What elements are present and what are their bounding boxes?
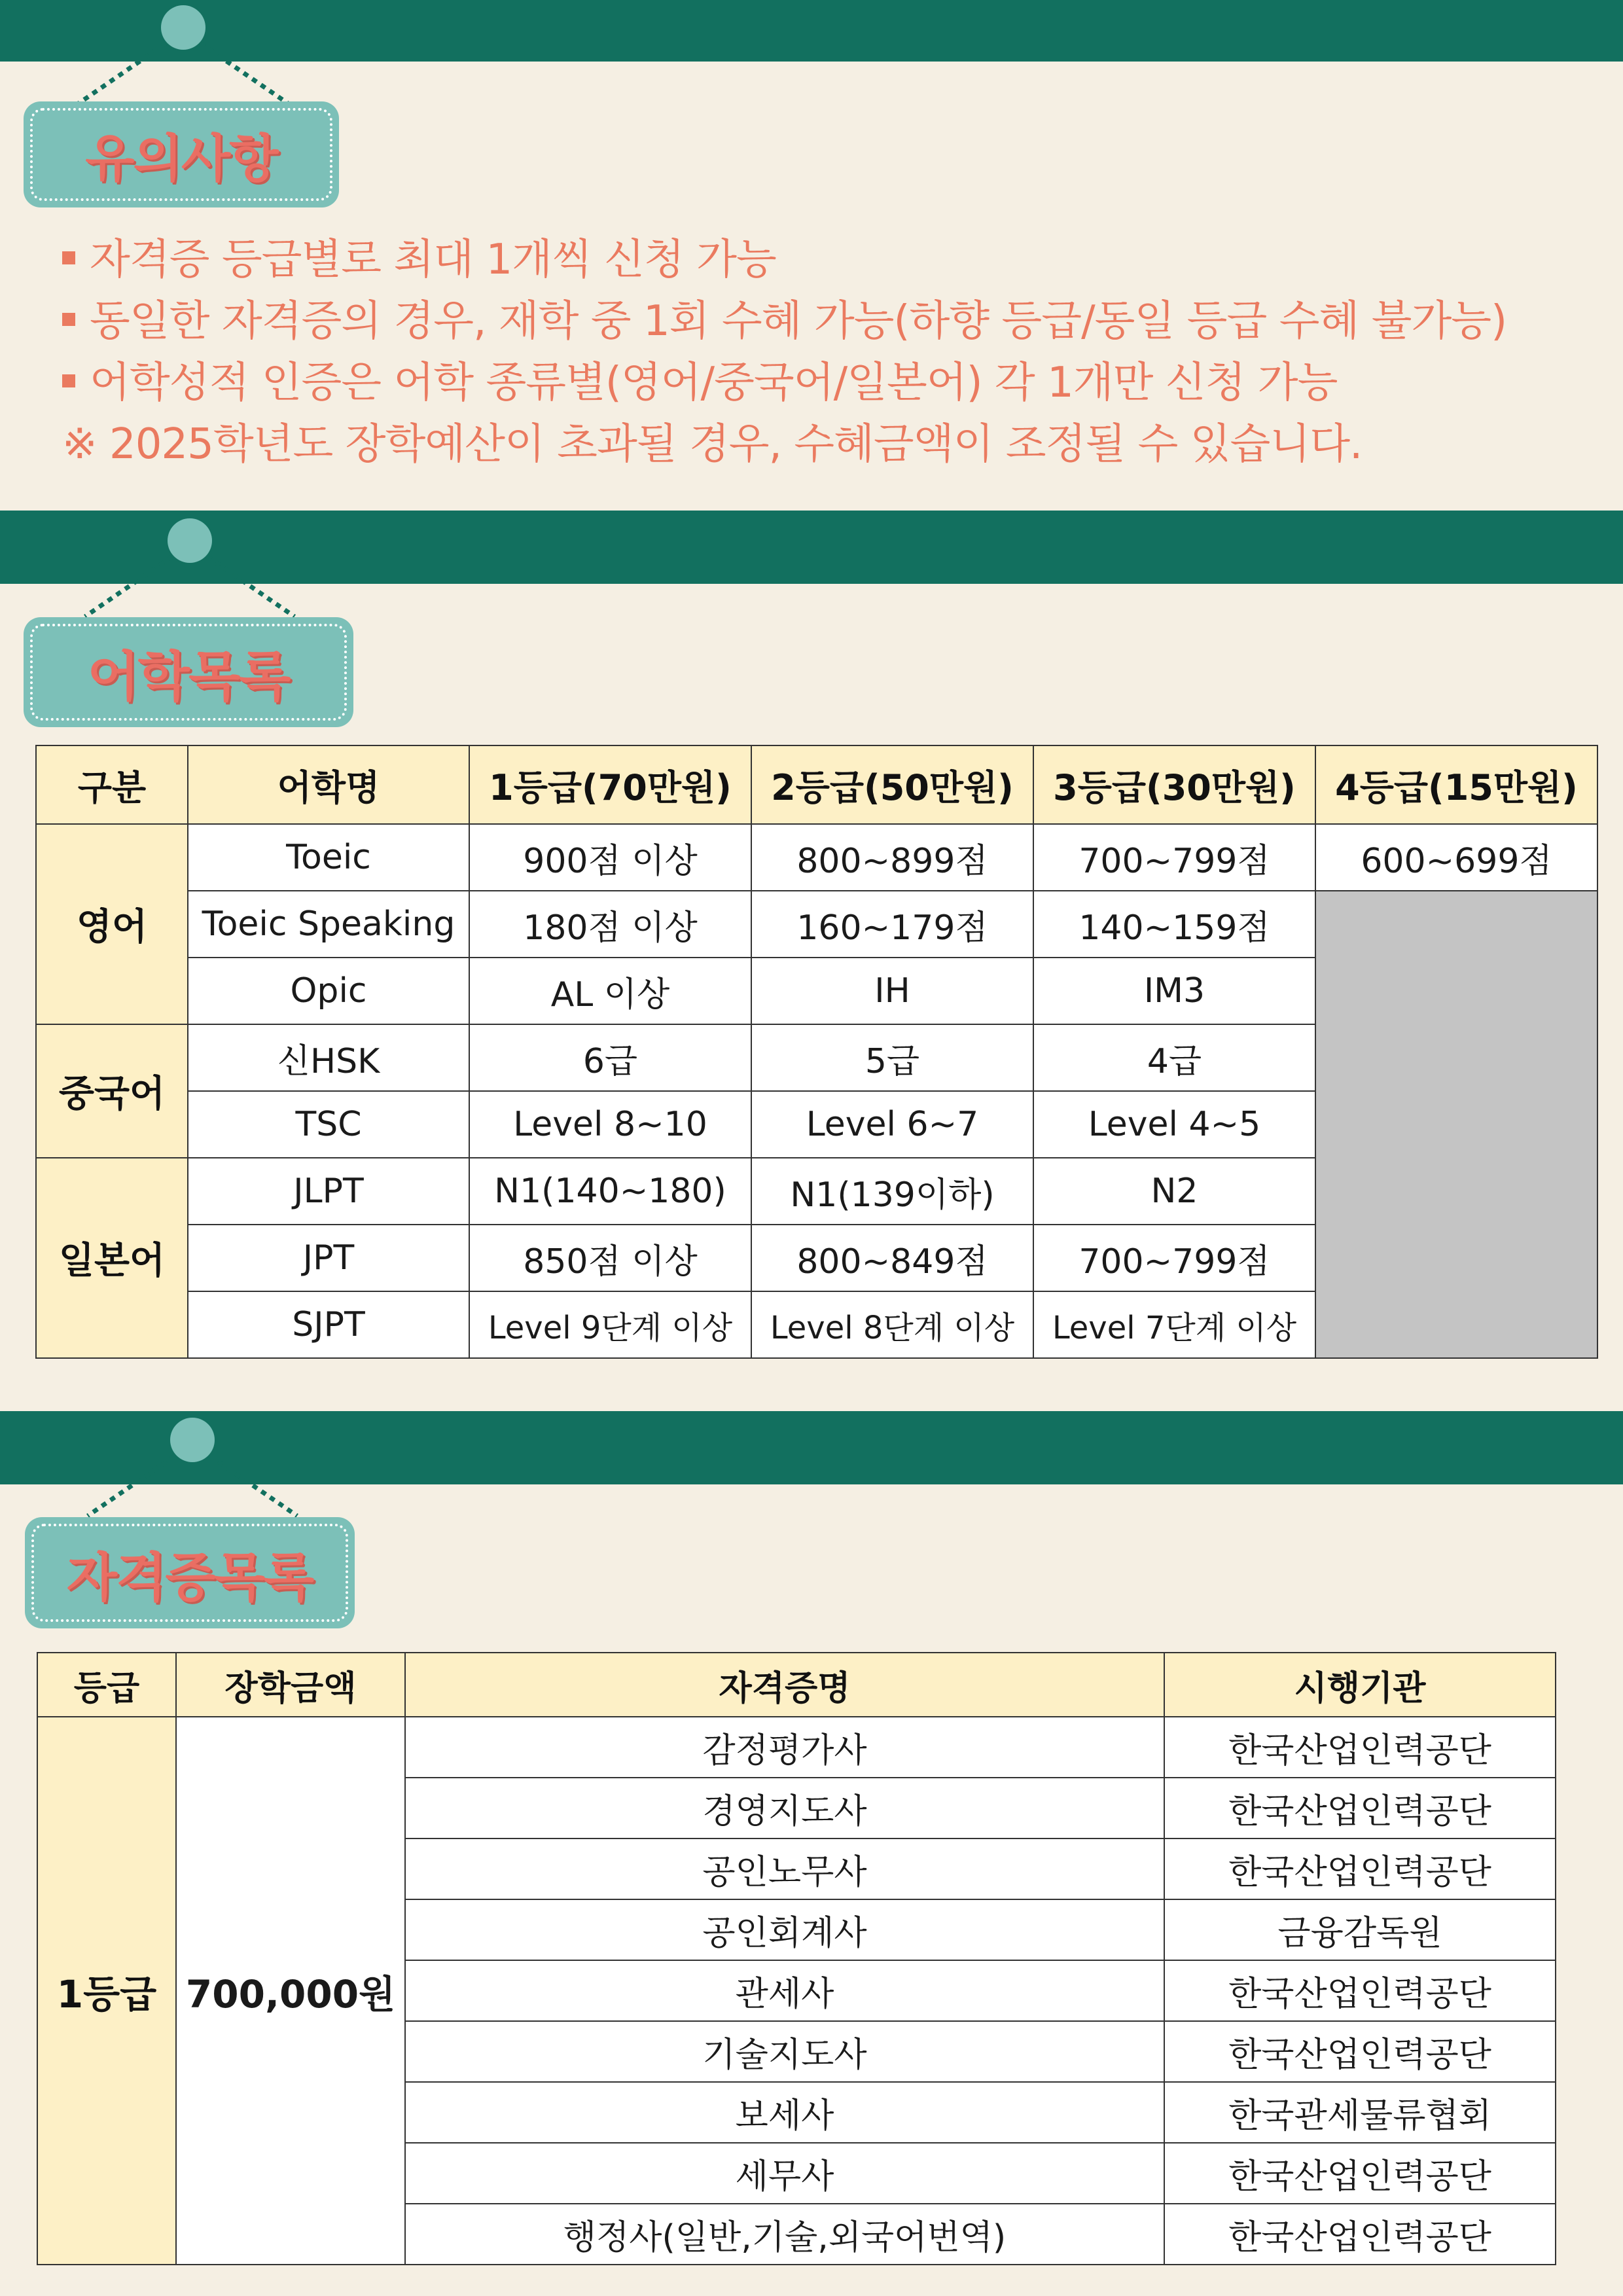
hanger-language xyxy=(72,518,308,623)
grade-1-cell: N1(140~180) xyxy=(469,1158,751,1225)
grade-4-empty-cell xyxy=(1315,891,1597,1358)
category-english: 영어 xyxy=(36,824,188,1024)
table-header-row xyxy=(37,1653,1556,1717)
license-name: 관세사 xyxy=(405,1960,1164,2021)
license-name: 기술지도사 xyxy=(405,2021,1164,2082)
test-name: Opic xyxy=(188,958,469,1024)
test-name: Toeic xyxy=(188,824,469,891)
language-table xyxy=(35,745,1598,1359)
category-japanese: 일본어 xyxy=(36,1158,188,1358)
organization: 한국산업인력공단 xyxy=(1164,1778,1556,1839)
header-organization: 시행기관 xyxy=(1164,1653,1556,1717)
test-name: SJPT xyxy=(188,1291,469,1358)
organization: 금융감독원 xyxy=(1164,1899,1556,1960)
grade-cell: 1등급 xyxy=(37,1717,176,2265)
grade-1-cell: 6급 xyxy=(469,1024,751,1091)
section-title-language: 어학목록 xyxy=(87,645,290,708)
test-name: 신HSK xyxy=(188,1024,469,1091)
license-name: 공인회계사 xyxy=(405,1899,1164,1960)
test-name: JPT xyxy=(188,1225,469,1291)
notice-list xyxy=(62,229,1507,475)
header-grade: 등급 xyxy=(37,1653,176,1717)
grade-1-cell: 900점 이상 xyxy=(469,824,751,891)
table-row xyxy=(37,1717,1556,1778)
grade-2-cell: 800~899점 xyxy=(751,824,1033,891)
grade-3-cell: 700~799점 xyxy=(1033,1225,1315,1291)
grade-3-cell: Level 4~5 xyxy=(1033,1091,1315,1158)
organization: 한국산업인력공단 xyxy=(1164,1839,1556,1899)
header-grade-1: 1등급(70만원) xyxy=(469,745,751,824)
grade-3-cell: 700~799점 xyxy=(1033,824,1315,891)
grade-3-cell: 4급 xyxy=(1033,1024,1315,1091)
bullet-icon xyxy=(62,313,75,326)
license-table xyxy=(37,1652,1556,2265)
table-header-row xyxy=(36,745,1597,824)
header-test-name: 어학명 xyxy=(188,745,469,824)
grade-1-cell: 850점 이상 xyxy=(469,1225,751,1291)
sign-language xyxy=(24,617,353,727)
grade-3-cell: 140~159점 xyxy=(1033,891,1315,958)
grade-1-cell: Level 9단계 이상 xyxy=(469,1291,751,1358)
section-title-notice: 유의사항 xyxy=(85,130,277,188)
section-title-license: 자격증목록 xyxy=(66,1547,313,1608)
organization: 한국관세물류협회 xyxy=(1164,2082,1556,2143)
header-grade-4: 4등급(15만원) xyxy=(1315,745,1597,824)
test-name: TSC xyxy=(188,1091,469,1158)
notice-footnote: ※ 2025학년도 장학예산이 초과될 경우, 수혜금액이 조정될 수 있습니다. xyxy=(62,420,1363,469)
header-grade-2: 2등급(50만원) xyxy=(751,745,1033,824)
amount-cell: 700,000원 xyxy=(176,1717,405,2265)
notice-item: 어학성적 인증은 어학 종류별(영어/중국어/일본어) 각 1개만 신청 가능 xyxy=(62,352,1507,414)
license-name: 보세사 xyxy=(405,2082,1164,2143)
license-name: 공인노무사 xyxy=(405,1839,1164,1899)
license-name: 경영지도사 xyxy=(405,1778,1164,1839)
sign-notice xyxy=(24,101,339,207)
test-name: JLPT xyxy=(188,1158,469,1225)
grade-1-cell: Level 8~10 xyxy=(469,1091,751,1158)
header-category: 구분 xyxy=(36,745,188,824)
grade-2-cell: Level 8단계 이상 xyxy=(751,1291,1033,1358)
grade-1-cell: AL 이상 xyxy=(469,958,751,1024)
grade-2-cell: N1(139이하) xyxy=(751,1158,1033,1225)
hanger-string-icon xyxy=(72,518,308,623)
grade-3-cell: Level 7단계 이상 xyxy=(1033,1291,1315,1358)
grade-2-cell: 5급 xyxy=(751,1024,1033,1091)
header-amount: 장학금액 xyxy=(176,1653,405,1717)
grade-2-cell: 160~179점 xyxy=(751,891,1033,958)
license-name: 세무사 xyxy=(405,2143,1164,2204)
header-grade-3: 3등급(30만원) xyxy=(1033,745,1315,824)
grade-2-cell: 800~849점 xyxy=(751,1225,1033,1291)
grade-1-cell: 180점 이상 xyxy=(469,891,751,958)
test-name: Toeic Speaking xyxy=(188,891,469,958)
license-name: 행정사(일반,기술,외국어번역) xyxy=(405,2204,1164,2265)
hanger-string-icon xyxy=(75,1418,310,1522)
bullet-icon xyxy=(62,374,75,387)
hanger-notice xyxy=(65,5,301,110)
organization: 한국산업인력공단 xyxy=(1164,2143,1556,2204)
sign-license xyxy=(25,1517,355,1628)
grade-3-cell: IM3 xyxy=(1033,958,1315,1024)
license-name: 감정평가사 xyxy=(405,1717,1164,1778)
grade-2-cell: Level 6~7 xyxy=(751,1091,1033,1158)
grade-4-cell: 600~699점 xyxy=(1315,824,1597,891)
grade-2-cell: IH xyxy=(751,958,1033,1024)
notice-item: 자격증 등급별로 최대 1개씩 신청 가능 xyxy=(62,229,1507,291)
organization: 한국산업인력공단 xyxy=(1164,1717,1556,1778)
bullet-icon xyxy=(62,251,75,264)
hanger-license xyxy=(75,1418,310,1522)
hanger-string-icon xyxy=(65,5,301,110)
organization: 한국산업인력공단 xyxy=(1164,2021,1556,2082)
category-chinese: 중국어 xyxy=(36,1024,188,1158)
organization: 한국산업인력공단 xyxy=(1164,1960,1556,2021)
grade-3-cell: N2 xyxy=(1033,1158,1315,1225)
header-license-name: 자격증명 xyxy=(405,1653,1164,1717)
organization: 한국산업인력공단 xyxy=(1164,2204,1556,2265)
table-row xyxy=(36,891,1597,958)
notice-item: 동일한 자격증의 경우, 재학 중 1회 수혜 가능(하향 등급/동일 등급 수혜 불가능) xyxy=(62,291,1507,352)
table-row xyxy=(36,824,1597,891)
